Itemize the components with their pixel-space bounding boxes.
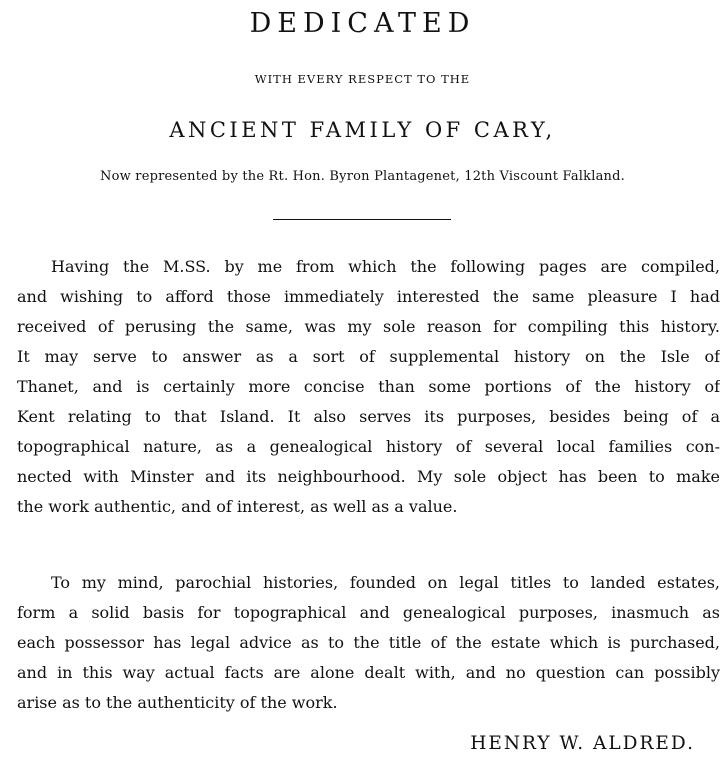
paragraph-line: It may serve to answer as a sort of supplemental history on the Isle of bbox=[17, 347, 720, 366]
paragraph-line: nected with Minster and its neighbourhood. My sole object has been to make bbox=[17, 467, 720, 486]
dedicated-title: DEDICATED bbox=[249, 8, 476, 39]
represented-line: Now represented by the Rt. Hon. Byron Plantagenet, 12th Viscount Falkland. bbox=[100, 169, 625, 184]
paragraph-line: and wishing to afford those immediately interested the same pleasure I had bbox=[17, 287, 720, 306]
signature: HENRY W. ALDRED. bbox=[470, 733, 695, 754]
paragraph-line: form a solid basis for topographical and genealogical purposes, inasmuch as bbox=[17, 603, 720, 622]
paragraph-line: topographical nature, as a genealogical history of several local families con- bbox=[17, 437, 720, 456]
paragraph-line: Thanet, and is certainly more concise than some portions of the history of bbox=[17, 377, 720, 396]
paragraph-line: Kent relating to that Island. It also serves its purposes, besides being of a bbox=[17, 407, 720, 426]
family-title: ANCIENT FAMILY OF CARY, bbox=[169, 118, 556, 142]
paragraph-line: each possessor has legal advice as to the title of the estate which is purchased, bbox=[17, 633, 720, 652]
paragraph-2 bbox=[17, 568, 720, 718]
paragraph-line: the work authentic, and of interest, as well as a value. bbox=[17, 497, 458, 516]
paragraph-line: Having the M.SS. by me from which the following pages are compiled, bbox=[51, 257, 720, 276]
divider-rule bbox=[273, 219, 451, 220]
paragraph-line: and in this way actual facts are alone dealt with, and no question can possibly bbox=[17, 663, 720, 682]
paragraph-line: received of perusing the same, was my sole reason for compiling this history. bbox=[17, 317, 720, 336]
paragraph-line: To my mind, parochial histories, founded on legal titles to landed estates, bbox=[51, 573, 720, 592]
respect-subtitle: WITH EVERY RESPECT TO THE bbox=[254, 72, 471, 86]
paragraph-line: arise as to the authenticity of the work. bbox=[17, 693, 338, 712]
paragraph-1 bbox=[17, 252, 720, 522]
